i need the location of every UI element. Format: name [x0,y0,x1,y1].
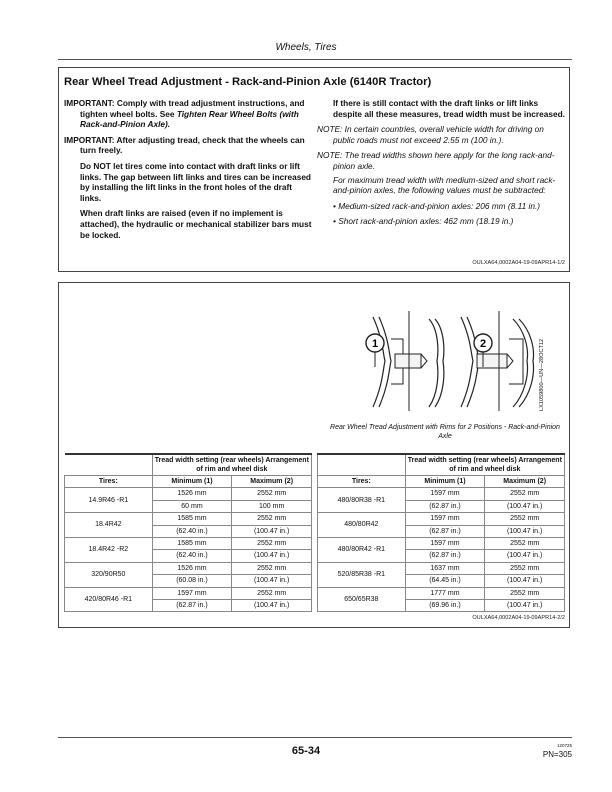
important-notice-1 [64,98,312,130]
wheel-position-1-illustration [351,311,444,411]
table-row [65,538,312,550]
tire-size-cell: 18.4R42 -R2 [65,538,153,563]
empty-header-cell [318,454,406,476]
callout-2-label: 2 [479,338,487,350]
max-width-mm-cell: 2552 mm [485,538,565,550]
tire-size-cell: 650/65R38 [318,587,406,612]
col-max-header: Maximum (2) [232,476,312,488]
tire-size-cell: 520/85R38 -R1 [318,562,406,587]
tire-size-cell: 18.4R42 [65,513,153,538]
wheel-position-2-illustration [461,311,533,411]
min-width-sub-cell: (64.45 in.) [405,575,485,587]
left-table-body [65,488,312,612]
callout-1-label: 1 [371,338,379,350]
table-row [318,562,565,574]
group-header: Tread width setting (rear wheels) Arrangement of rim and wheel disk [152,454,311,476]
footer-pn: PN=305 [542,750,572,759]
right-table-body [318,488,565,612]
tire-size-cell: 420/80R46 -R1 [65,587,153,612]
table-row [318,488,565,500]
table-row [65,513,312,525]
important-notice-2: IMPORTANT: After adjusting tread, check that the wheels can turn freely. [64,134,305,156]
note-vehicle-width: NOTE: In certain countries, overall vehicle width for driving on public roads must not exceed 2.55 m (100 in.). [317,124,544,145]
max-width-mm-cell: 2552 mm [232,587,312,599]
col-max-header: Maximum (2) [485,476,565,488]
col-tires-header: Tires: [65,476,153,488]
min-width-mm-cell: 1526 mm [152,488,232,500]
max-width-sub-cell: (100.47 in.) [485,500,565,512]
tire-size-cell: 480/80R38 -R1 [318,488,406,513]
increase-tread-paragraph: If there is still contact with the draft links or lift links despite all these measures, tread width must be increased. [333,98,565,119]
table-row [65,488,312,500]
header-rule [58,59,572,60]
note-tread-widths: NOTE: The tread widths shown here apply for the long rack-and-pinion axle. [317,150,555,171]
max-width-mm-cell: 2552 mm [232,513,312,525]
min-width-sub-cell: (62.87 in.) [405,525,485,537]
max-width-sub-cell: (100.47 in.) [232,550,312,562]
table-row [318,538,565,550]
col-tires-header: Tires: [318,476,406,488]
note-subtract-values: For maximum tread width with medium-sized and short rack-and-pinion axles, the following values must be subtracted: [333,174,556,196]
min-width-mm-cell: 1597 mm [405,488,485,500]
min-width-mm-cell: 1597 mm [152,587,232,599]
max-width-sub-cell: (100.47 in.) [485,600,565,612]
table-row [65,587,312,599]
empty-header-cell [65,454,153,476]
max-width-sub-cell: 100 mm [232,500,312,512]
table-row [318,587,565,599]
footer-small-code: 120725 [556,743,572,748]
min-width-sub-cell: (60.08 in.) [152,575,232,587]
min-width-mm-cell: 1777 mm [405,587,485,599]
min-width-mm-cell: 1585 mm [152,513,232,525]
min-width-mm-cell: 1637 mm [405,562,485,574]
min-width-mm-cell: 1526 mm [152,562,232,574]
max-width-sub-cell: (100.47 in.) [485,525,565,537]
max-width-sub-cell: (100.47 in.) [232,525,312,537]
tire-size-cell: 320/90R50 [65,562,153,587]
bullet-short-axle: • Short rack-and-pinion axles: 462 mm (18.19 in.) [333,216,514,227]
min-width-sub-cell: (69.96 in.) [405,600,485,612]
group-header: Tread width setting (rear wheels) Arrangement of rim and wheel disk [405,454,564,476]
min-width-mm-cell: 1597 mm [405,538,485,550]
max-width-sub-cell: (100.47 in.) [485,550,565,562]
max-width-mm-cell: 2552 mm [485,562,565,574]
right-column [317,98,565,227]
min-width-mm-cell: 1585 mm [152,538,232,550]
tread-width-table-section [58,282,570,628]
tire-size-cell: 14.9R46 -R1 [65,488,153,513]
page-header-title: Wheels, Tires [275,42,337,53]
max-width-sub-cell: (100.47 in.) [485,575,565,587]
max-width-sub-cell: (100.47 in.) [232,575,312,587]
section-title: Rear Wheel Tread Adjustment - Rack-and-Pinion Axle (6140R Tractor) [64,76,432,88]
max-width-mm-cell: 2552 mm [485,513,565,525]
min-width-mm-cell: 1597 mm [405,513,485,525]
min-width-sub-cell: (62.87 in.) [152,600,232,612]
min-width-sub-cell: 60 mm [152,500,232,512]
col-min-header: Minimum (1) [405,476,485,488]
footer-right-block [543,741,572,759]
stabilizer-paragraph: When draft links are raised (even if no implement is attached), the hydraulic or mechanical stabilizer bars must be locked. [80,208,312,240]
draft-link-contact-paragraph: Do NOT let tires come into contact with draft links or lift links. The gap between lift links and tires can be increased by installing the lift links in the front holes of the draft links. [80,160,312,203]
max-width-sub-cell: (100.47 in.) [232,600,312,612]
min-width-sub-cell: (62.87 in.) [405,500,485,512]
max-width-mm-cell: 2552 mm [232,538,312,550]
left-column [64,98,312,245]
tire-size-cell: 480/80R42 [318,513,406,538]
max-width-mm-cell: 2552 mm [232,562,312,574]
tread-width-table-right [317,453,565,612]
table-row [65,562,312,574]
min-width-sub-cell: (62.40 in.) [152,525,232,537]
max-width-mm-cell: 2552 mm [485,488,565,500]
section-1-reference-code: OULXA64,0002A04-19-09APR14-1/2 [472,260,565,266]
max-width-mm-cell: 2552 mm [232,488,312,500]
bullet-medium-axle: • Medium-sized rack-and-pinion axles: 206 mm (8.11 in.) [333,200,541,211]
important-1-text: IMPORTANT: Comply with tread adjustment instructions, and tighten wheel bolts. See [64,98,305,119]
min-width-sub-cell: (62.87 in.) [405,550,485,562]
max-width-mm-cell: 2552 mm [485,587,565,599]
footer-rule [58,737,572,738]
table-row [318,513,565,525]
wheel-rim-figure [343,299,543,424]
tread-adjustment-section [58,67,570,272]
tire-size-cell: 480/80R42 -R1 [318,538,406,563]
figure-vertical-code: LX1059800—UN—28OCT12 [539,338,545,411]
figure-caption: Rear Wheel Tread Adjustment with Rims for 2 Positions - Rack-and-Pinion Axle [330,424,560,440]
tighten-bolts-link[interactable]: Tighten Rear Wheel Bolts (with Rack-and-Pinion Axle). [80,108,299,130]
min-width-sub-cell: (62.40 in.) [152,550,232,562]
page-number: 65-34 [291,745,321,757]
figure-caption-wrap [59,424,571,443]
section-2-reference-code: OULXA64,0002A04-19-09APR14-2/2 [472,615,565,621]
tread-width-table-left [64,453,312,612]
col-min-header: Minimum (1) [152,476,232,488]
